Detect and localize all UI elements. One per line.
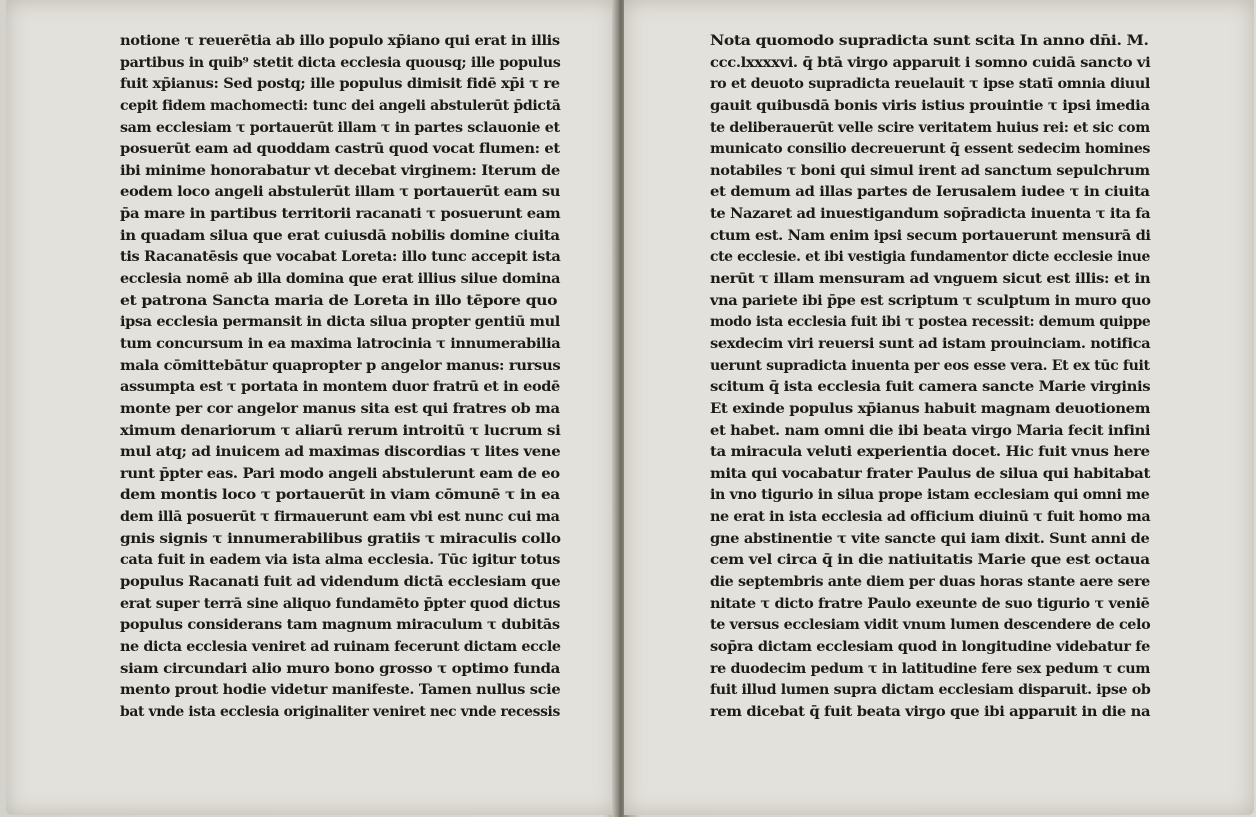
right-page-line: te deliberauerūt velle scire veritatem huius rei: et sic com <box>710 119 1150 136</box>
left-page-line: in quadam silua que erat cuiusdā nobilis domine ciuita <box>120 227 560 244</box>
right-page-line: cem vel circa q̄ in die natiuitatis Marie que est octaua <box>710 552 1150 569</box>
left-page-line: eodem loco angeli abstulerūt illam τ portauerūt eam su <box>120 184 561 201</box>
left-page-line: siam circundari alio muro bono grosso τ optimo funda <box>120 660 560 677</box>
right-page-line: Nota quomodo supradicta sunt scita In anno dn̄i. M. <box>710 33 1149 49</box>
right-page-line: gne abstinentie τ vite sancte qui iam dixit. Sunt anni de <box>710 530 1150 547</box>
right-page <box>624 0 1254 815</box>
left-page-line: ne dicta ecclesia veniret ad ruinam fecerunt dictam eccle <box>120 638 561 655</box>
right-page-line: te Nazaret ad inuestigandum sop̄radicta inuenta τ ita fa <box>710 206 1151 223</box>
right-page-line: mita qui vocabatur frater Paulus de silua qui habitabat <box>710 465 1150 482</box>
left-page-line: mala cōmittebātur quapropter p angelor manus: rursus <box>120 357 561 374</box>
left-page-line: p̄a mare in partibus territorii racanati τ posuerunt eam <box>120 206 561 223</box>
right-page-line: re duodecim pedum τ in latitudine fere sex pedum τ cum <box>710 660 1151 677</box>
left-page-line: cata fuit in eadem via ista alma ecclesia. Tūc igitur totus <box>120 552 561 569</box>
right-page-text <box>710 31 1150 724</box>
left-page-line: gnis signis τ innumerabilibus gratiis τ miraculis collo <box>120 530 561 547</box>
right-page-line: ro et deuoto supradicta reuelauit τ ipse statī omnia diuul <box>710 76 1150 93</box>
left-page-line: ecclesia nomē ab illa domina que erat illius silue domina <box>120 271 561 288</box>
left-page-line: fuit xp̄ianus: Sed postq; ille populus dimisit fidē xp̄i τ re <box>120 76 560 93</box>
right-page-line: Et exinde populus xp̄ianus habuit magnam deuotionem <box>710 400 1151 417</box>
right-page-line: modo ista ecclesia fuit ibi τ postea recessit: demum quippe <box>710 314 1151 331</box>
right-page-line: vna pariete ibi p̄pe est scriptum τ sculptum in muro quo <box>710 292 1151 309</box>
left-page-line: notione τ reuerētia ab illo populo xp̄iano qui erat in illis <box>120 33 560 49</box>
left-page-line: populus Racanati fuit ad videndum dictā ecclesiam que <box>120 574 561 591</box>
left-page-line: partibus in quib⁹ stetit dicta ecclesia quousq; ille populus <box>120 54 561 71</box>
right-page-line: gauit quibusdā bonis viris istius prouintie τ ipsi imedia <box>710 97 1150 114</box>
right-page-line: ccc.lxxxxvi. q̄ btā virgo apparuit i somno cuidā sancto vi <box>710 54 1151 71</box>
right-page-line: et habet. nam omni die ibi beata virgo Maria fecit infini <box>710 422 1151 439</box>
right-page-line: ta miracula veluti experientia docet. Hic fuit vnus here <box>710 444 1150 461</box>
left-page-line: et patrona Sancta maria de Loreta in illo tēpore quo <box>120 292 558 309</box>
left-page-line: dem illā posuerūt τ firmauerunt eam vbi est nunc cui ma <box>120 509 560 526</box>
right-page-line: nitate τ dicto fratre Paulo exeunte de suo tigurio τ veniē <box>710 595 1150 612</box>
right-page-line: te versus ecclesiam vidit vnum lumen descendere de celo <box>710 617 1151 634</box>
right-page-line: et demum ad illas partes de Ierusalem iudee τ in ciuita <box>710 184 1150 201</box>
left-page <box>6 0 616 815</box>
right-page-line: die septembris ante diem per duas horas stante aere sere <box>710 574 1150 591</box>
right-page-line: sop̄ra dictam ecclesiam quod in longitudine videbatur fe <box>710 638 1151 655</box>
left-page-line: tis Racanatēsis que vocabat Loreta: illo tunc accepit ista <box>120 249 561 266</box>
left-page-line: assumpta est τ portata in montem duor fratrū et in eodē <box>120 379 560 396</box>
left-page-line: erat super terrā sine aliquo fundamēto p̄pter quod dictus <box>120 595 561 612</box>
left-page-line: mento prout hodie videtur manifeste. Tamen nullus scie <box>120 682 561 699</box>
right-page-line: in vno tigurio in silua prope istam ecclesiam qui omni me <box>710 487 1150 504</box>
right-page-line: sexdecim viri reuersi sunt ad istam prouinciam. notifica <box>710 335 1151 352</box>
left-page-line: monte per cor angelor manus sita est qui fratres ob ma <box>120 400 560 417</box>
right-page-line: ne erat in ista ecclesia ad officium diuinū τ fuit homo ma <box>710 509 1151 526</box>
left-page-line: mul atq; ad inuicem ad maximas discordias τ lites vene <box>120 444 561 461</box>
left-page-line: dem montis loco τ portauerūt in viam cōmunē τ in ea <box>120 487 560 504</box>
left-page-line: runt p̄pter eas. Pari modo angeli abstulerunt eam de eo <box>120 465 560 482</box>
left-page-line: populus considerans tam magnum miraculum τ dubitās <box>120 617 560 634</box>
right-page-line: notabiles τ boni qui simul irent ad sanctum sepulchrum <box>710 162 1150 179</box>
left-page-line: sam ecclesiam τ portauerūt illam τ in partes sclauonie et <box>120 119 560 136</box>
left-page-line: tum concursum in ea maxima latrocinia τ innumerabilia <box>120 335 561 352</box>
left-page-line: ibi minime honorabatur vt decebat virginem: Iterum de <box>120 162 560 179</box>
right-page-line: fuit illud lumen supra dictam ecclesiam disparuit. ipse ob <box>710 682 1151 699</box>
right-page-line: ctum est. Nam enim ipsi secum portauerunt mensurā di <box>710 227 1151 244</box>
left-page-line: posuerūt eam ad quoddam castrū quod vocat flumen: et <box>120 141 560 158</box>
left-page-line: ximum denariorum τ aliarū rerum introitū τ lucrum si <box>120 422 561 439</box>
left-page-line: bat vnde ista ecclesia originaliter veniret nec vnde recessis <box>120 703 560 720</box>
left-page-line: cepit fidem machomecti: tunc dei angeli abstulerūt p̄dictā <box>120 97 561 114</box>
left-page-text <box>120 31 560 724</box>
right-page-line: scitum q̄ ista ecclesia fuit camera sancte Marie virginis <box>710 379 1151 396</box>
right-page-line: uerunt supradicta inuenta per eos esse vera. Et ex tūc fuit <box>710 357 1150 374</box>
right-page-line: rem dicebat q̄ fuit beata virgo que ibi apparuit in die na <box>710 703 1151 720</box>
right-page-line: cte ecclesie. et ibi vestigia fundamentor dicte ecclesie inue <box>710 249 1151 266</box>
right-page-line: municato consilio decreuerunt q̄ essent sedecim homines <box>710 141 1151 158</box>
left-page-line: ipsa ecclesia permansit in dicta silua propter gentiū mul <box>120 314 560 331</box>
right-page-line: nerūt τ illam mensuram ad vnguem sicut est illis: et in <box>710 271 1151 288</box>
